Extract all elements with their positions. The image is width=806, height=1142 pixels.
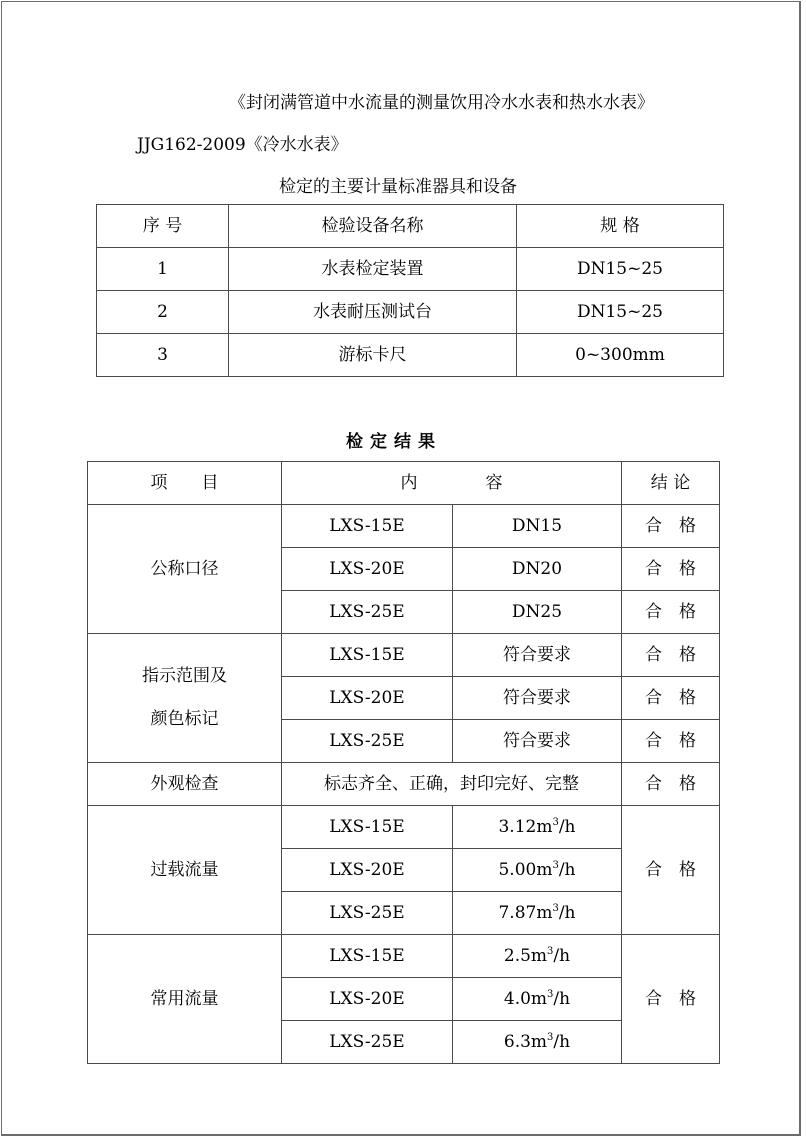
unit-base: m: [530, 946, 548, 966]
model-cell: LXS-25E: [282, 591, 453, 634]
value-cell: DN25: [453, 591, 622, 634]
model-cell: LXS-15E: [282, 505, 453, 548]
unit-base: m: [530, 989, 548, 1009]
table-header-row: [97, 205, 724, 248]
header-spec: 规 格: [517, 205, 724, 248]
conclusion-cell: 合 格: [622, 548, 720, 591]
unit-base: m: [536, 817, 553, 837]
flow-value-cell: [453, 978, 622, 1021]
model-cell: LXS-20E: [282, 677, 453, 720]
table-row: [97, 334, 724, 377]
item-appearance: 外观检查: [88, 763, 282, 806]
unit-tail: /h: [553, 946, 571, 966]
row-equipment-name: 游标卡尺: [229, 334, 517, 377]
document-title: 《封闭满管道中水流量的测量饮用冷水水表和热水水表》: [229, 93, 654, 113]
unit-exponent: 3: [552, 903, 559, 914]
flow-value: 4.0: [503, 989, 531, 1009]
table-row: [88, 763, 720, 806]
unit-tail: /h: [558, 903, 576, 923]
unit-base: m: [536, 860, 553, 880]
unit-base: m: [530, 1032, 548, 1052]
item-label-line: 颜色标记: [150, 709, 219, 729]
model-cell: LXS-25E: [282, 892, 453, 935]
header-item: 项 目: [88, 462, 282, 505]
flow-value-cell: [453, 892, 622, 935]
unit-tail: /h: [558, 817, 576, 837]
item-label-line: 指示范围及: [142, 666, 227, 686]
table-row: [97, 291, 724, 334]
row-no: 1: [97, 248, 229, 291]
item-indication-range: [88, 634, 282, 763]
flow-value: 2.5: [503, 946, 531, 966]
value-cell: 标志齐全、正确，封印完好、完整: [282, 763, 622, 806]
header-content: 内 容: [282, 462, 622, 505]
row-equipment-name: 水表耐压测试台: [229, 291, 517, 334]
row-spec: DN15~25: [517, 248, 724, 291]
value-cell: 符合要求: [453, 720, 622, 763]
model-cell: LXS-20E: [282, 978, 453, 1021]
equipment-heading: 检定的主要计量标准器具和设备: [279, 177, 517, 197]
results-table: [87, 461, 720, 1064]
unit-tail: /h: [553, 1032, 571, 1052]
conclusion-cell: 合 格: [622, 763, 720, 806]
unit-tail: /h: [558, 860, 576, 880]
unit-exponent: 3: [552, 860, 559, 871]
value-cell: 符合要求: [453, 677, 622, 720]
standard-reference: JJG162-2009《冷水水表》: [137, 135, 348, 155]
unit-base: m: [536, 903, 553, 923]
row-no: 2: [97, 291, 229, 334]
row-equipment-name: 水表检定装置: [229, 248, 517, 291]
flow-value: 3.12: [498, 817, 537, 837]
model-cell: LXS-20E: [282, 548, 453, 591]
row-spec: 0~300mm: [517, 334, 724, 377]
unit-exponent: 3: [547, 946, 554, 957]
flow-value-cell: [453, 1021, 622, 1064]
model-cell: LXS-15E: [282, 634, 453, 677]
unit-tail: /h: [553, 989, 571, 1009]
flow-value: 5.00: [498, 860, 537, 880]
model-cell: LXS-20E: [282, 849, 453, 892]
unit-exponent: 3: [547, 989, 554, 1000]
table-row: [88, 806, 720, 849]
value-cell: DN15: [453, 505, 622, 548]
flow-value-cell: [453, 806, 622, 849]
conclusion-cell: 合 格: [622, 720, 720, 763]
model-cell: LXS-25E: [282, 1021, 453, 1064]
header-equipment-name: 检验设备名称: [229, 205, 517, 248]
table-row: [97, 248, 724, 291]
flow-value-cell: [453, 849, 622, 892]
document-page: [1, 1, 801, 1136]
model-cell: LXS-15E: [282, 806, 453, 849]
unit-exponent: 3: [552, 817, 559, 828]
item-overload-flow: 过载流量: [88, 806, 282, 935]
table-row: [88, 634, 720, 677]
flow-value: 7.87: [498, 903, 537, 923]
table-header-row: [88, 462, 720, 505]
header-no: 序 号: [97, 205, 229, 248]
model-cell: LXS-15E: [282, 935, 453, 978]
conclusion-cell: 合 格: [622, 634, 720, 677]
unit-exponent: 3: [547, 1032, 554, 1043]
equipment-table: [96, 204, 724, 377]
table-row: [88, 935, 720, 978]
conclusion-cell: 合 格: [622, 591, 720, 634]
header-conclusion: 结 论: [622, 462, 720, 505]
results-heading: 检定结果: [346, 432, 442, 452]
item-nominal-diameter: 公称口径: [88, 505, 282, 634]
conclusion-cell: 合 格: [622, 806, 720, 935]
row-no: 3: [97, 334, 229, 377]
conclusion-cell: 合 格: [622, 677, 720, 720]
row-spec: DN15~25: [517, 291, 724, 334]
conclusion-cell: 合 格: [622, 935, 720, 1064]
item-common-flow: 常用流量: [88, 935, 282, 1064]
table-row: [88, 505, 720, 548]
conclusion-cell: 合 格: [622, 505, 720, 548]
flow-value-cell: [453, 935, 622, 978]
value-cell: 符合要求: [453, 634, 622, 677]
flow-value: 6.3: [503, 1032, 531, 1052]
model-cell: LXS-25E: [282, 720, 453, 763]
value-cell: DN20: [453, 548, 622, 591]
